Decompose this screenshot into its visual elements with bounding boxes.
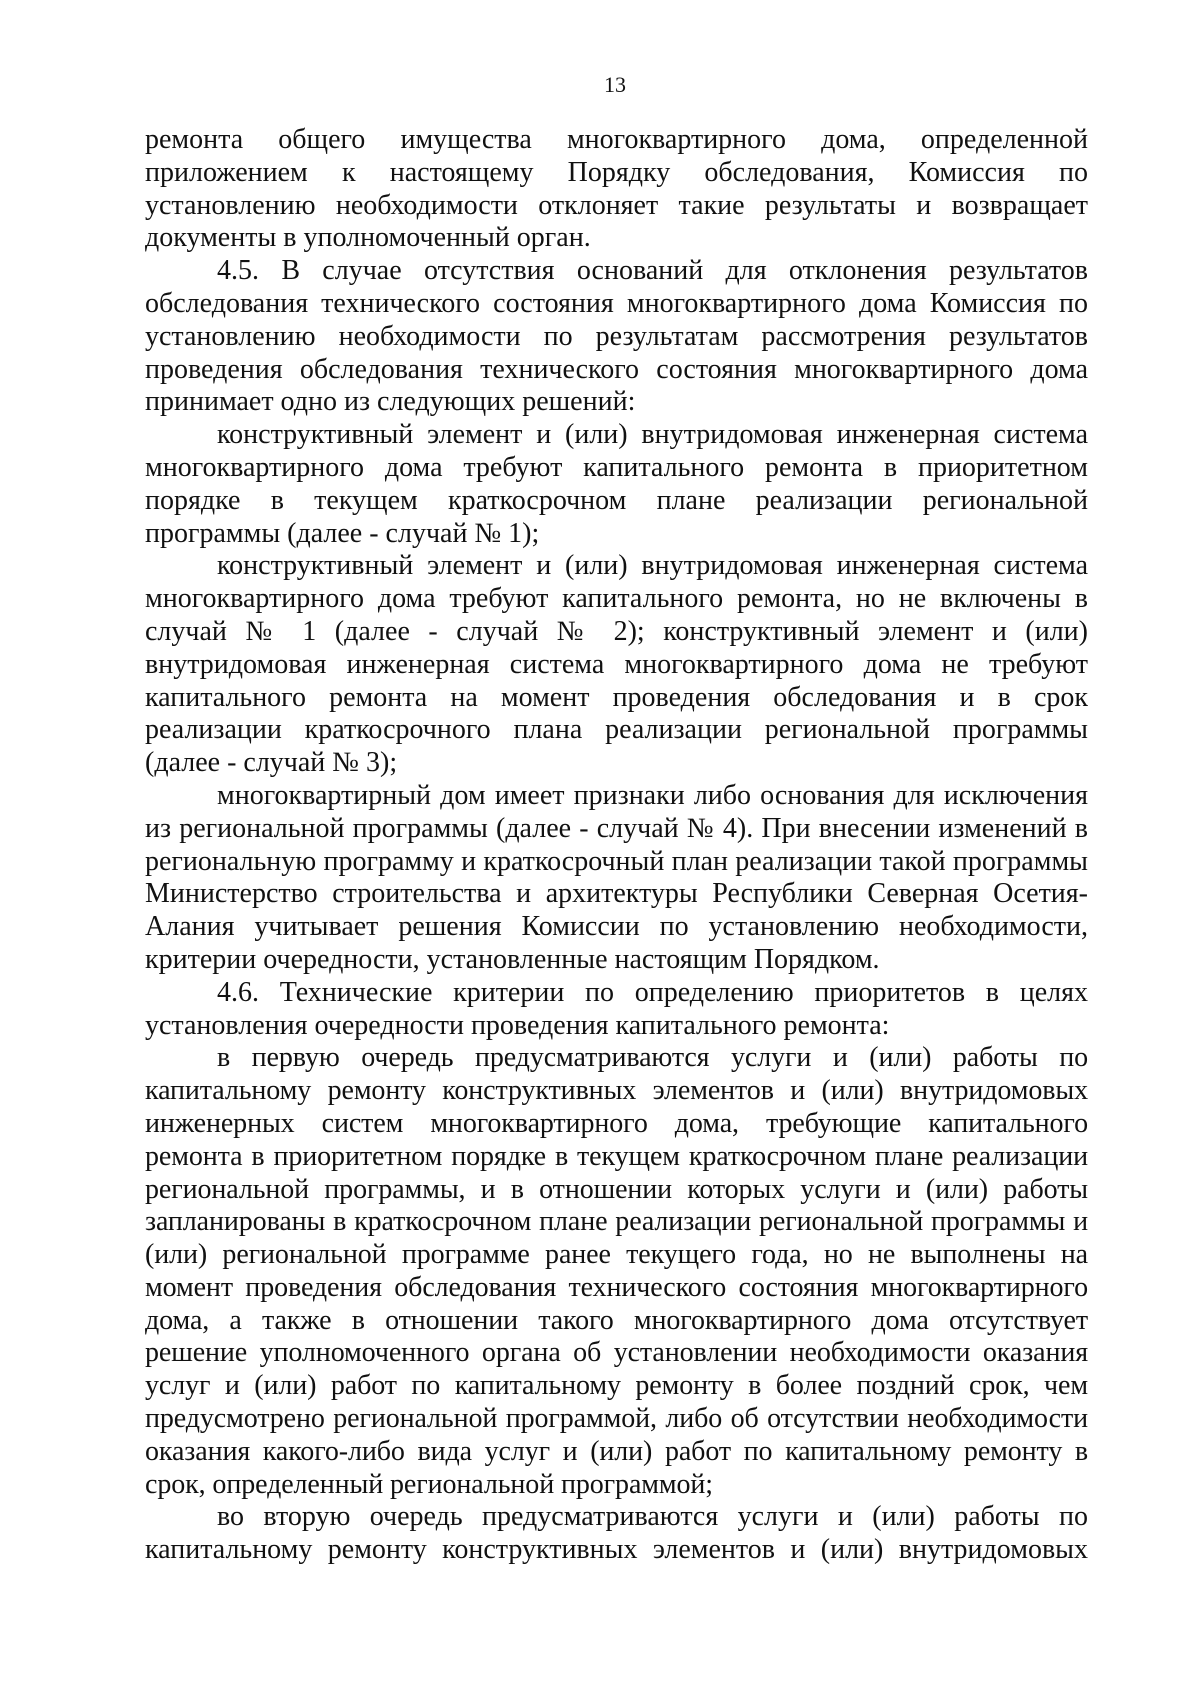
paragraph-case-4: многоквартирный дом имеет признаки либо основания для исключения из региональной программы (далее - случай № 4). При внесении изменений в региональную программу и краткосрочный план реализации такой программы Министерство строительства и архитектуры Республики Северная Осетия-Алания учитывает решения Комиссии по установлению необходимости, критерии очередности, установленные настоящим Порядком. bbox=[145, 779, 1088, 975]
paragraph-4-5: 4.5. В случае отсутствия оснований для отклонения результатов обследования технического состояния многоквартирного дома Комиссия по установлению необходимости по результатам рассмотрения результатов проведения обследования технического состояния многоквартирного дома принимает одно из следующих решений: bbox=[145, 255, 1088, 418]
document-body bbox=[145, 124, 1088, 1567]
paragraph-first-priority: в первую очередь предусматриваются услуги и (или) работы по капитальному ремонту конструктивных элементов и (или) внутридомовых инженерных систем многоквартирного дома, требующие капитального ремонта в приоритетном порядке в текущем краткосрочном плане реализации региональной программы, и в отношении которых услуги и (или) работы запланированы в краткосрочном плане реализации региональной программы и (или) региональной программе ранее текущего года, но не выполнены на момент проведения обследования технического состояния многоквартирного дома, а также в отношении такого многоквартирного дома отсутствует решение уполномоченного органа об установлении необходимости оказания услуг и (или) работ по капитальному ремонту в более поздний срок, чем предусмотрено региональной программой, либо об отсутствии необходимости оказания какого-либо вида услуг и (или) работ по капитальному ремонту в срок, определенный региональной программой; bbox=[145, 1042, 1088, 1500]
paragraph-case-2-3: конструктивный элемент и (или) внутридомовая инженерная система многоквартирного дома требуют капитального ремонта, но не включены в случай № 1 (далее - случай № 2); конструктивный элемент и (или) внутридомовая инженерная система многоквартирного дома не требуют капитального ремонта на момент проведения обследования и в срок реализации краткосрочного плана реализации региональной программы (далее - случай № 3); bbox=[145, 550, 1088, 779]
paragraph-second-priority: во вторую очередь предусматриваются услуги и (или) работы по капитальному ремонту конструктивных элементов и (или) внутридомовых bbox=[145, 1501, 1088, 1566]
page-number: 13 bbox=[604, 72, 626, 97]
paragraph-case-1: конструктивный элемент и (или) внутридомовая инженерная система многоквартирного дома требуют капитального ремонта в приоритетном порядке в текущем краткосрочном плане реализации региональной программы (далее - случай № 1); bbox=[145, 419, 1088, 549]
paragraph-4-6: 4.6. Технические критерии по определению приоритетов в целях установления очередности проведения капитального ремонта: bbox=[145, 976, 1088, 1041]
paragraph-continuation: ремонта общего имущества многоквартирного дома, определенной приложением к настоящему Порядку обследования, Комиссия по установлению необходимости отклоняет такие результаты и возвращает документы в уполномоченный орган. bbox=[145, 124, 1088, 254]
